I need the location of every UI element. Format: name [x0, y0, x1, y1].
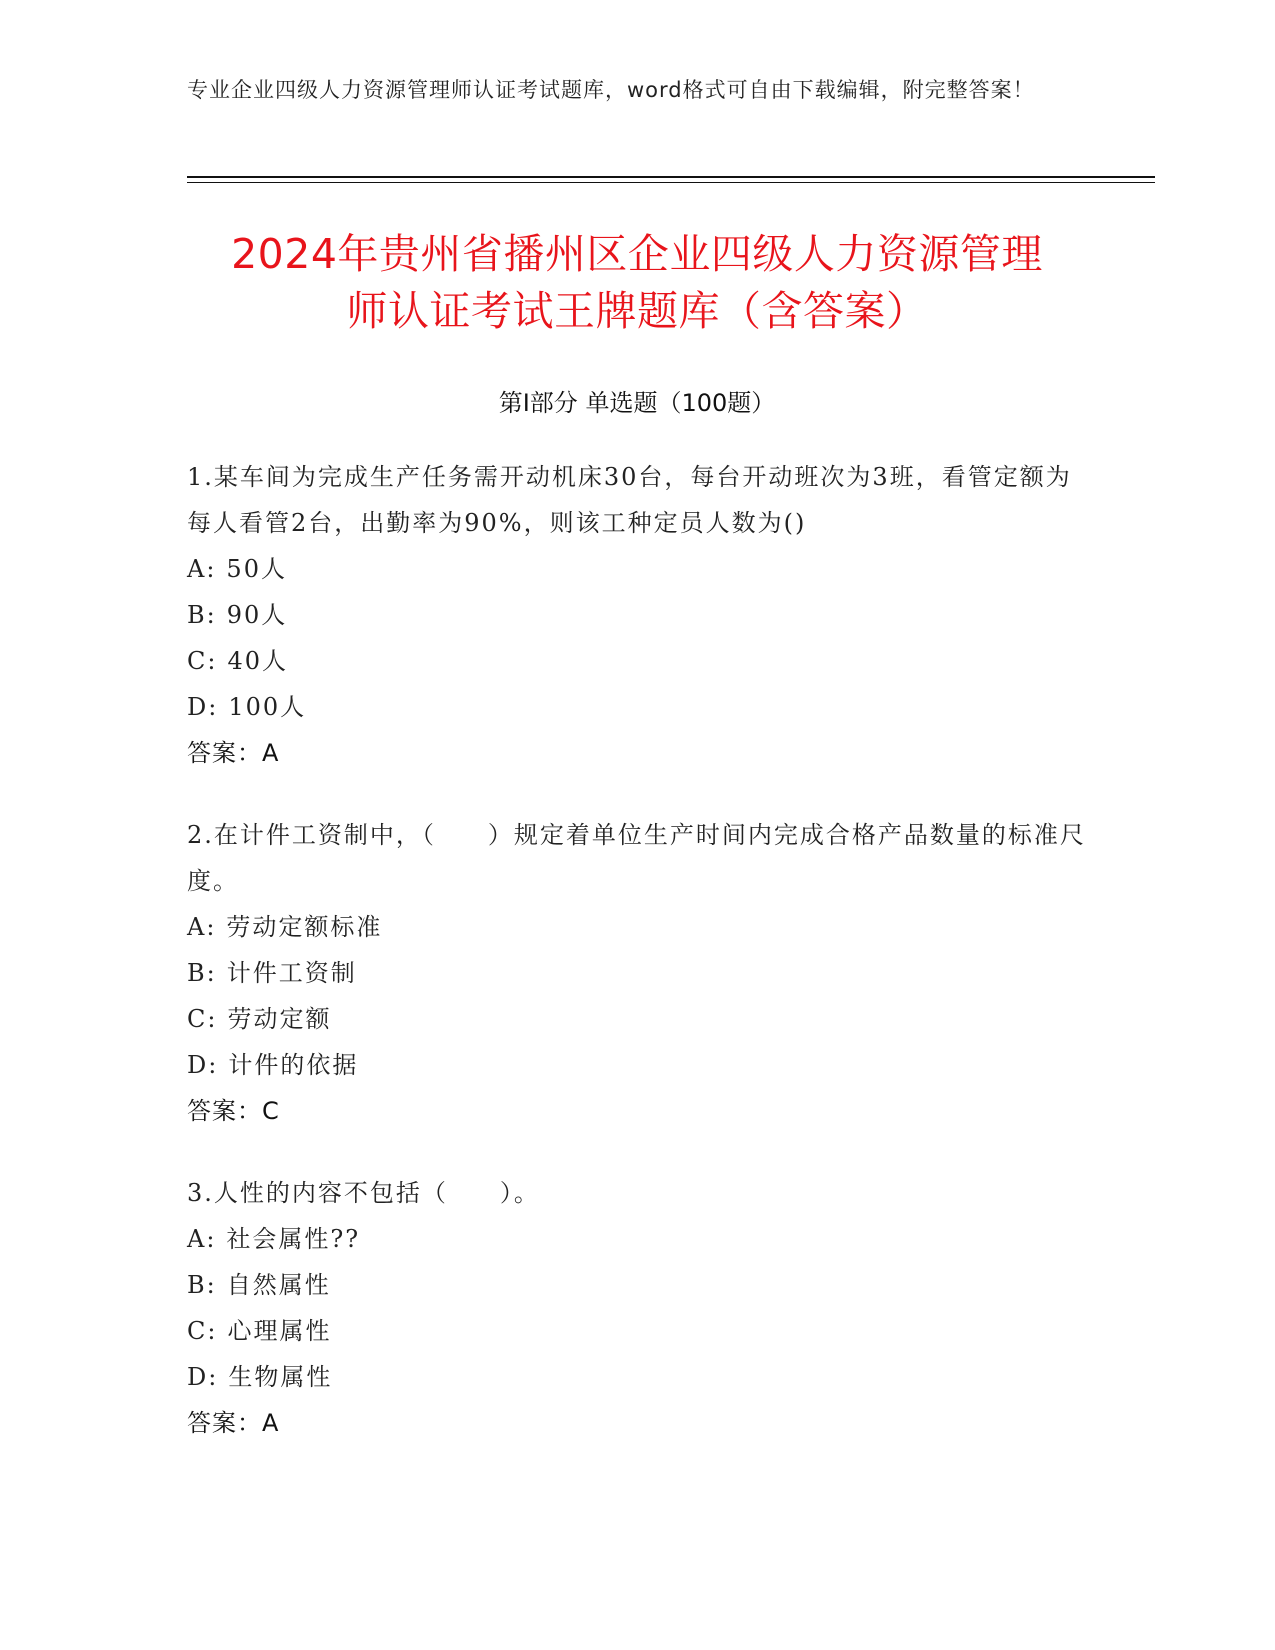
document-title-line1: 2024年贵州省播州区企业四级人力资源管理: [231, 230, 1043, 278]
question-stem: 2.在计件工资制中，（ ）规定着单位生产时间内完成合格产品数量的标准尺度。: [187, 821, 1086, 895]
header-note: 专业企业四级人力资源管理师认证考试题库，word格式可自由下载编辑，附完整答案！: [187, 78, 1035, 102]
option-text: 劳动定额: [227, 1005, 332, 1033]
option-letter: B:: [187, 959, 217, 987]
option-text: 劳动定额标准: [226, 913, 383, 941]
option-c: [187, 1308, 1087, 1354]
question-stem: 3.人性的内容不包括（ ）。: [187, 1179, 540, 1207]
option-letter: C:: [187, 1005, 218, 1033]
option-d: [187, 1042, 1087, 1088]
option-letter: B:: [187, 1271, 217, 1299]
option-text: 生物属性: [228, 1363, 333, 1391]
option-c: [187, 638, 1087, 684]
option-c: [187, 996, 1087, 1042]
document-title: [187, 226, 1087, 340]
option-letter: D:: [187, 1051, 219, 1079]
option-a: [187, 546, 1087, 592]
option-text: 40人: [227, 647, 288, 675]
answer-line: 答案：A: [187, 1409, 280, 1437]
option-letter: C:: [187, 647, 218, 675]
option-letter: D:: [187, 1363, 219, 1391]
option-text: 100人: [228, 693, 307, 721]
option-a: [187, 1216, 1087, 1262]
option-text: 计件工资制: [226, 959, 357, 987]
header-divider-thick: [187, 176, 1155, 178]
question-item: [187, 454, 1087, 776]
option-text: 社会属性??: [226, 1225, 361, 1253]
document-title-line2: 师认证考试王牌题库（含答案）: [346, 287, 928, 335]
section-title: 第I部分 单选题（100题）: [498, 389, 776, 417]
option-d: [187, 684, 1087, 730]
option-text: 心理属性: [227, 1317, 332, 1345]
question-item: [187, 1170, 1087, 1446]
option-letter: A:: [187, 555, 217, 583]
option-letter: A:: [187, 913, 217, 941]
option-b: [187, 592, 1087, 638]
option-text: 自然属性: [226, 1271, 331, 1299]
answer-line: 答案：A: [187, 739, 280, 767]
option-b: [187, 1262, 1087, 1308]
question-stem: 1.某车间为完成生产任务需开动机床30台，每台开动班次为3班，看管定额为每人看管2台，出勤率为90%，则该工种定员人数为(): [187, 463, 1072, 537]
option-b: [187, 950, 1087, 996]
header-divider-thin: [187, 182, 1155, 183]
option-letter: B:: [187, 601, 217, 629]
option-text: 计件的依据: [228, 1051, 359, 1079]
option-text: 50人: [226, 555, 287, 583]
option-d: [187, 1354, 1087, 1400]
option-text: 90人: [226, 601, 288, 629]
option-letter: A:: [187, 1225, 217, 1253]
option-letter: C:: [187, 1317, 218, 1345]
answer-line: 答案：C: [187, 1097, 280, 1125]
option-letter: D:: [187, 693, 219, 721]
option-a: [187, 904, 1087, 950]
question-item: [187, 812, 1087, 1134]
